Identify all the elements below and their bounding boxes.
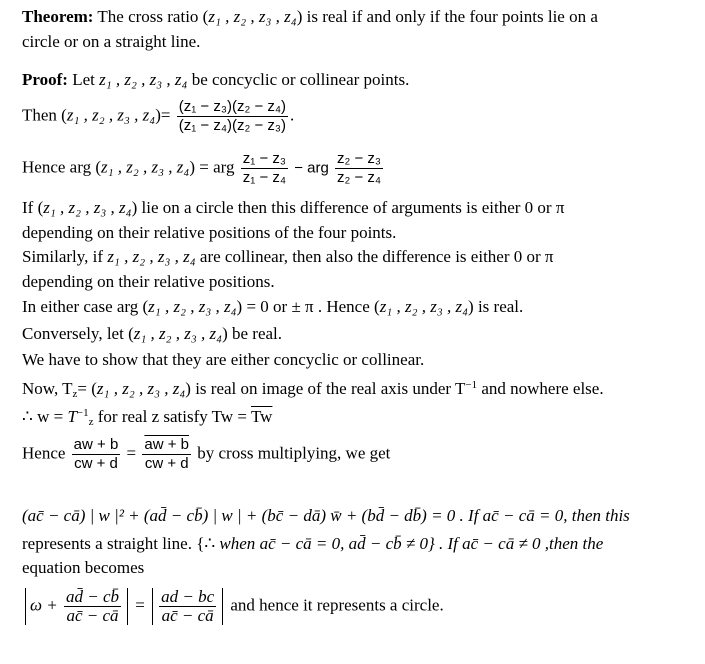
equation-l2b: ac̄ − cā = 0, ad̄ − cb̄ ≠ 0} . If ac̄ − cā ≠ 0 ,then the <box>255 534 604 553</box>
proof-text-b: be concyclic or collinear points. <box>187 70 410 89</box>
body-line-1 <box>22 197 564 219</box>
body-l8c: ) is real on image of the real axis under T <box>185 379 466 398</box>
final-eq: = <box>131 595 150 615</box>
equation-when: when <box>219 534 256 553</box>
hence-arg-prefix: Hence arg ( <box>22 157 101 177</box>
body-l7: We have to show that they are either concyclic or collinear. <box>22 350 425 369</box>
final-omega: ω + <box>30 595 62 615</box>
body-l3-tuple: z₁ , z₂ , z₃ , z₄ <box>107 247 196 266</box>
arg-fraction-2 <box>335 150 383 187</box>
body-l9-tw-conj: $\overline{Tw}$ <box>250 407 273 426</box>
then-prefix: Then ( <box>22 105 67 125</box>
final-den-1: ac̄ − cā <box>66 606 119 625</box>
body-line-6 <box>22 323 282 345</box>
final-fraction-1 <box>64 588 121 625</box>
then-numerator: (z₁ − z₃)(z₂ − z₄) <box>178 98 286 115</box>
hence-frac-eq: = <box>122 443 141 463</box>
body-line-2 <box>22 222 396 244</box>
equation-line-3 <box>22 557 144 579</box>
body-l1-tuple: z₁ , z₂ , z₃ , z₄ <box>43 198 132 217</box>
theorem-line-1 <box>22 6 598 28</box>
hence-fraction-line <box>22 436 390 473</box>
then-suffix: . <box>290 105 295 125</box>
body-line-3 <box>22 246 554 268</box>
final-abs-1 <box>25 588 128 625</box>
proof-points: z₁ , z₂ , z₃ , z₄ <box>99 70 188 89</box>
final-abs-2 <box>152 588 223 625</box>
equation-l3: equation becomes <box>22 558 145 577</box>
equation-l2a: represents a straight line. {∴ <box>22 534 220 553</box>
body-l5c: ) is real. <box>468 297 524 316</box>
hence-frac-prefix: Hence <box>22 443 70 463</box>
body-l8d: and nowhere else. <box>477 379 604 398</box>
proof-label: Proof: <box>22 70 68 89</box>
equation-line-1 <box>22 505 630 527</box>
proof-line <box>22 69 409 91</box>
theorem-text-a: The cross ratio ( <box>93 7 209 26</box>
body-line-5 <box>22 296 523 318</box>
then-line <box>22 98 294 135</box>
theorem-label: Theorem: <box>22 7 94 26</box>
body-l6a: Conversely, let ( <box>22 324 134 343</box>
hence-frac-suffix: by cross multiplying, we get <box>193 443 391 463</box>
final-line <box>22 588 444 625</box>
body-l5a: In either case arg ( <box>22 297 149 316</box>
arg-num-1: z₁ − z₃ <box>241 150 288 169</box>
body-l2: depending on their relative positions of the four points. <box>22 223 397 242</box>
final-den-2: ac̄ − cā <box>161 606 214 625</box>
body-line-9 <box>22 402 272 433</box>
body-l3b: are collinear, then also the difference is either 0 or π <box>195 247 554 266</box>
body-l6b: ) be real. <box>222 324 283 343</box>
theorem-line-2 <box>22 31 200 53</box>
hence-fraction-2 <box>142 436 191 473</box>
final-num-1: ad̄ − cb̄ <box>65 587 120 606</box>
final-num-2: ad − bc <box>161 587 215 606</box>
body-l1a: If ( <box>22 198 44 217</box>
theorem-text-c: circle or on a straight line. <box>22 32 201 51</box>
body-l5b: ) = 0 or ± π . Hence ( <box>236 297 380 316</box>
body-line-7 <box>22 349 424 371</box>
final-fraction-2 <box>159 588 216 625</box>
hence-fraction-1 <box>72 436 121 473</box>
body-l8b: = ( <box>77 379 97 398</box>
then-denominator: (z₁ − z₄)(z₂ − z₃) <box>178 117 286 134</box>
arg-num-2: z₂ − z₃ <box>335 150 383 169</box>
body-l9-sup: −1 <box>76 407 89 419</box>
final-suffix: and hence it represents a circle. <box>226 595 444 615</box>
theorem-tuple: z₁ , z₂ , z₃ , z₄ <box>208 7 297 26</box>
arg-den-1: z₁ − z₄ <box>242 169 287 186</box>
body-l8-tuple: z₁ , z₂ , z₃ , z₄ <box>96 379 186 398</box>
body-line-4 <box>22 271 275 293</box>
hence-arg-line <box>22 150 385 187</box>
body-l8-sub: z <box>72 388 78 400</box>
hence-frac-num-1: aw + b <box>73 436 119 453</box>
body-l5-tuple-2: z₁ , z₂ , z₃ , z₄ <box>379 297 469 316</box>
body-l4: depending on their relative positions. <box>22 272 275 291</box>
equation-main: (ac̄ − cā) | w |² + (ad̄ − cb̄) | w | + (bc̄ − dā) w̄ + (bd̄ − db̄) = 0 . If ac̄ − cā = 0, then this <box>22 506 630 525</box>
body-l9-sub: z <box>88 416 94 428</box>
body-l6-tuple: z₁ , z₂ , z₃ , z₄ <box>133 324 223 343</box>
arg-fraction-1 <box>241 150 288 187</box>
arg-den-2: z₂ − z₄ <box>336 169 382 186</box>
hence-frac-den-2: cw + d <box>144 455 189 472</box>
body-l1b: ) lie on a circle then this difference of arguments is either 0 or π <box>131 198 565 217</box>
then-tuple: z₁ , z₂ , z₃ , z₄ <box>66 105 156 125</box>
hence-arg-mid: ) = arg <box>189 157 239 177</box>
hence-frac-den-1: cw + d <box>74 455 118 472</box>
body-l3a: Similarly, if <box>22 247 108 266</box>
proof-text-a: Let <box>67 70 100 89</box>
body-l9a: ∴ w = <box>22 407 68 426</box>
equation-line-2 <box>22 533 603 555</box>
arg-minus: − arg <box>290 159 333 177</box>
hence-frac-num-2: aw + b <box>144 436 190 453</box>
body-l9-T: T <box>67 407 77 426</box>
hence-arg-tuple: z₁ , z₂ , z₃ , z₄ <box>100 157 190 177</box>
theorem-text-b: ) is real if and only if the four points lie on a <box>296 7 598 26</box>
body-l9b: for real z satisfy Tw = <box>93 407 251 426</box>
body-l8a: Now, T <box>22 379 73 398</box>
body-l8-sup: −1 <box>465 379 478 391</box>
body-l5-tuple: z₁ , z₂ , z₃ , z₄ <box>148 297 237 316</box>
body-line-8 <box>22 374 604 405</box>
then-fraction <box>177 98 288 135</box>
then-eq: )= <box>155 105 175 125</box>
